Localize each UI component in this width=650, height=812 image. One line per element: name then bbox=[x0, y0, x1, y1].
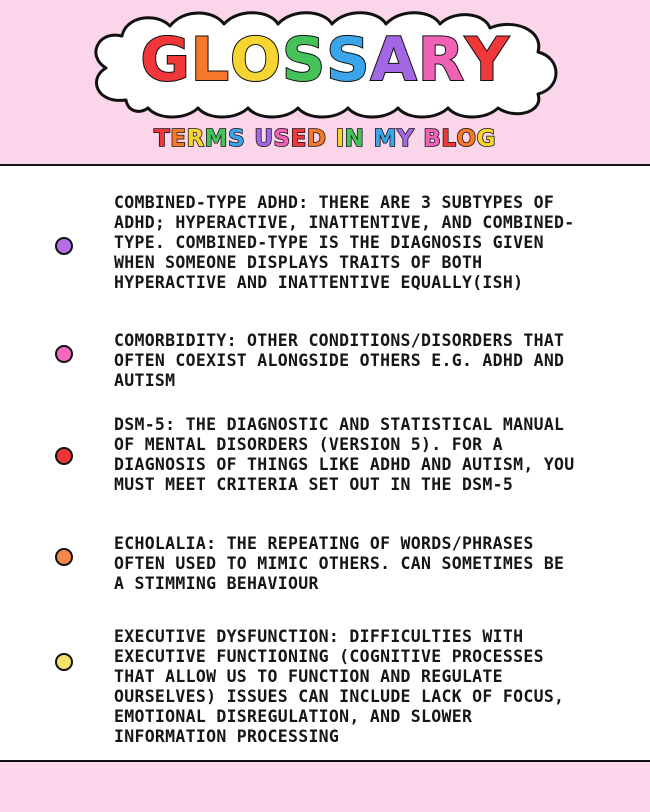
blog-subtitle bbox=[0, 123, 650, 155]
subtitle-letter: T bbox=[154, 126, 171, 152]
bullet-dot-icon bbox=[55, 345, 73, 363]
subtitle-letter: L bbox=[441, 126, 457, 152]
title-letter: L bbox=[190, 25, 230, 95]
subtitle-letter: U bbox=[254, 126, 274, 152]
subtitle-letter: N bbox=[344, 126, 365, 152]
subtitle-letter bbox=[414, 123, 423, 155]
title-letter: Y bbox=[465, 25, 510, 95]
subtitle-letter: M bbox=[204, 126, 229, 152]
term-text: DSM-5: THE DIAGNOSTIC AND STATISTICAL MANUAL OF MENTAL DISORDERS (VERSION 5). FOR A DIAGNOSIS OF THINGS LIKE ADHD AND AUTISM, YOU MUST MEET CRITERIA SET OUT IN THE DSM-5 bbox=[114, 415, 575, 494]
subtitle-letter: R bbox=[186, 126, 205, 152]
subtitle-letter: D bbox=[306, 126, 327, 152]
subtitle-letter: G bbox=[476, 126, 496, 152]
footer-band bbox=[0, 762, 650, 812]
title-letter: S bbox=[326, 25, 371, 95]
subtitle-letter: S bbox=[228, 126, 246, 152]
glossary-panel bbox=[0, 164, 650, 762]
title-letter: R bbox=[417, 25, 466, 95]
title-letter: A bbox=[370, 25, 418, 95]
title-letter: G bbox=[140, 25, 191, 95]
term-text: ECHOLALIA: THE REPEATING OF WORDS/PHRASES OFTEN USED TO MIMIC OTHERS. CAN SOMETIMES BE A STIMMING BEHAVIOUR bbox=[114, 534, 565, 593]
subtitle-letter: O bbox=[456, 126, 477, 152]
subtitle-letter: I bbox=[335, 126, 345, 152]
subtitle-letter: B bbox=[423, 126, 442, 152]
bullet-dot-icon bbox=[55, 548, 73, 566]
subtitle-letter: Y bbox=[396, 126, 415, 152]
bullet-dot-icon bbox=[55, 653, 73, 671]
subtitle-letter: M bbox=[373, 126, 397, 152]
subtitle-letter bbox=[364, 123, 373, 155]
subtitle-letter: S bbox=[273, 126, 291, 152]
subtitle-letter bbox=[326, 123, 335, 155]
title-letter: O bbox=[229, 25, 282, 95]
subtitle-letter bbox=[245, 123, 254, 155]
term-text: COMORBIDITY: OTHER CONDITIONS/DISORDERS THAT OFTEN COEXIST ALONGSIDE OTHERS E.G. ADHD AND AUTISM bbox=[114, 331, 565, 390]
term-text: EXECUTIVE DYSFUNCTION: DIFFICULTIES WITH EXECUTIVE FUNCTIONING (COGNITIVE PROCESSES THAT ALLOW US TO FUNCTION AND REGULATE OURSELVES) ISSUES CAN INCLUDE LACK OF FOCUS, EMOTIONAL DISREGULATION, AND SLOWER INFORMATION PROCESSING bbox=[114, 627, 565, 746]
bullet-dot-icon bbox=[55, 447, 73, 465]
bullet-dot-icon bbox=[55, 237, 73, 255]
header bbox=[0, 0, 650, 164]
subtitle-letter: E bbox=[170, 126, 187, 152]
term-text: COMBINED-TYPE ADHD: THERE ARE 3 SUBTYPES OF ADHD; HYPERACTIVE, INATTENTIVE, AND COMBINED-TYPE. COMBINED-TYPE IS THE DIAGNOSIS GIVEN WHEN SOMEONE DISPLAYS TRAITS OF BOTH HYPERACTIVE AND INATTENTIVE EQUALLY(ISH) bbox=[114, 193, 575, 292]
title-letter: S bbox=[281, 25, 327, 95]
subtitle-letter: E bbox=[290, 126, 307, 152]
glossary-title bbox=[0, 25, 650, 95]
